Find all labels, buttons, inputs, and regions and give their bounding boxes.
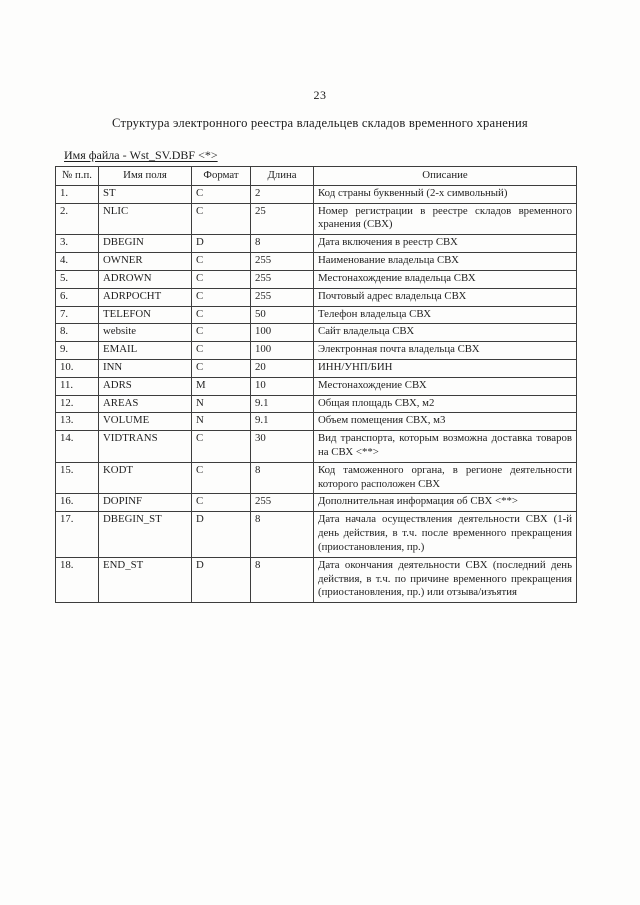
table-cell-description: Электронная почта владельца СВХ (314, 342, 577, 360)
table-cell-num: 8. (56, 324, 99, 342)
table-cell-description: Объем помещения СВХ, м3 (314, 413, 577, 431)
table-cell-format: C (192, 203, 251, 235)
table-cell-format: C (192, 494, 251, 512)
table-cell-field: EMAIL (99, 342, 192, 360)
table-cell-length: 9.1 (251, 413, 314, 431)
table-cell-length: 255 (251, 253, 314, 271)
table-cell-field: INN (99, 359, 192, 377)
table-cell-description: Дата включения в реестр СВХ (314, 235, 577, 253)
table-cell-length: 50 (251, 306, 314, 324)
table-cell-description: Телефон владельца СВХ (314, 306, 577, 324)
table-cell-description: Почтовый адрес владельца СВХ (314, 288, 577, 306)
table-cell-num: 3. (56, 235, 99, 253)
table-cell-field: TELEFON (99, 306, 192, 324)
table-row (56, 413, 577, 431)
table-cell-description: Дата начала осуществления деятельности СВХ (1-й день действия, в т.ч. после временного прекращения (приостановления, пр.) (314, 512, 577, 557)
table-cell-format: C (192, 462, 251, 494)
table-header (56, 167, 577, 186)
header-cell-description: Описание (314, 167, 577, 186)
table-cell-format: N (192, 413, 251, 431)
table-cell-num: 12. (56, 395, 99, 413)
table-cell-description: ИНН/УНП/БИН (314, 359, 577, 377)
table-cell-num: 18. (56, 557, 99, 602)
header-cell-field: Имя поля (99, 167, 192, 186)
table-cell-num: 16. (56, 494, 99, 512)
table-cell-length: 8 (251, 512, 314, 557)
table-cell-description: Дополнительная информация об СВХ <**> (314, 494, 577, 512)
table-cell-num: 2. (56, 203, 99, 235)
register-structure-table (55, 166, 577, 603)
document-title: Структура электронного реестра владельцев складов временного хранения (112, 116, 528, 130)
table-cell-num: 5. (56, 270, 99, 288)
table-cell-num: 10. (56, 359, 99, 377)
table-cell-field: ADRS (99, 377, 192, 395)
table-row (56, 342, 577, 360)
table-row (56, 462, 577, 494)
table-cell-description: Дата окончания деятельности СВХ (последний день действия, в т.ч. по причине временного прекращения (приостановления, пр.) или отзыва/изъятия (314, 557, 577, 602)
table-cell-format: C (192, 270, 251, 288)
file-name-line: Имя файла - Wst_SV.DBF <*> (64, 148, 218, 162)
table-cell-field: ADROWN (99, 270, 192, 288)
table-row (56, 185, 577, 203)
table-cell-format: D (192, 557, 251, 602)
table-cell-field: DBEGIN_ST (99, 512, 192, 557)
table-cell-format: C (192, 185, 251, 203)
table-cell-format: C (192, 288, 251, 306)
table-cell-description: Местонахождение владельца СВХ (314, 270, 577, 288)
table-cell-length: 100 (251, 324, 314, 342)
table-cell-field: DBEGIN (99, 235, 192, 253)
table-header-row (56, 167, 577, 186)
table-cell-num: 14. (56, 431, 99, 463)
table-cell-field: VIDTRANS (99, 431, 192, 463)
table-cell-length: 255 (251, 494, 314, 512)
table-cell-format: C (192, 253, 251, 271)
table-row (56, 270, 577, 288)
table-cell-num: 4. (56, 253, 99, 271)
table-cell-format: C (192, 306, 251, 324)
table-row (56, 557, 577, 602)
table-cell-format: N (192, 395, 251, 413)
table-cell-format: C (192, 324, 251, 342)
table-row (56, 324, 577, 342)
table-cell-description: Сайт владельца СВХ (314, 324, 577, 342)
table-body (56, 185, 577, 602)
table-cell-num: 7. (56, 306, 99, 324)
table-row (56, 395, 577, 413)
header-cell-length: Длина (251, 167, 314, 186)
table-cell-field: ADRPOCHT (99, 288, 192, 306)
table-row (56, 235, 577, 253)
table-cell-format: M (192, 377, 251, 395)
page-number: 23 (313, 88, 327, 102)
table-cell-field: ST (99, 185, 192, 203)
table-cell-length: 2 (251, 185, 314, 203)
table-cell-description: Вид транспорта, которым возможна доставка товаров на СВХ <**> (314, 431, 577, 463)
table-row (56, 253, 577, 271)
table-cell-length: 25 (251, 203, 314, 235)
table-cell-description: Номер регистрации в реестре складов временного хранения (СВХ) (314, 203, 577, 235)
table-row (56, 288, 577, 306)
table-cell-description: Общая площадь СВХ, м2 (314, 395, 577, 413)
table-cell-field: AREAS (99, 395, 192, 413)
table-cell-num: 15. (56, 462, 99, 494)
table-row (56, 512, 577, 557)
table-cell-num: 11. (56, 377, 99, 395)
header-cell-num: № п.п. (56, 167, 99, 186)
table-cell-format: C (192, 359, 251, 377)
table-cell-length: 255 (251, 288, 314, 306)
table-cell-num: 9. (56, 342, 99, 360)
table-cell-field: NLIC (99, 203, 192, 235)
table-cell-length: 30 (251, 431, 314, 463)
table-cell-format: D (192, 235, 251, 253)
table-row (56, 306, 577, 324)
header-cell-format: Формат (192, 167, 251, 186)
table-cell-length: 8 (251, 557, 314, 602)
table-cell-length: 10 (251, 377, 314, 395)
table-row (56, 431, 577, 463)
table-row (56, 203, 577, 235)
table-cell-description: Местонахождение СВХ (314, 377, 577, 395)
table-cell-field: KODT (99, 462, 192, 494)
table-cell-length: 20 (251, 359, 314, 377)
table-cell-field: OWNER (99, 253, 192, 271)
table-cell-length: 9.1 (251, 395, 314, 413)
table-cell-description: Наименование владельца СВХ (314, 253, 577, 271)
table-row (56, 377, 577, 395)
table-cell-num: 13. (56, 413, 99, 431)
table-cell-field: VOLUME (99, 413, 192, 431)
table-cell-length: 8 (251, 462, 314, 494)
table-cell-num: 1. (56, 185, 99, 203)
table-cell-description: Код страны буквенный (2-х символьный) (314, 185, 577, 203)
table-cell-format: D (192, 512, 251, 557)
table-cell-length: 8 (251, 235, 314, 253)
table-cell-length: 255 (251, 270, 314, 288)
table-cell-field: website (99, 324, 192, 342)
table-cell-field: END_ST (99, 557, 192, 602)
table-cell-length: 100 (251, 342, 314, 360)
table-cell-format: C (192, 342, 251, 360)
table-row (56, 494, 577, 512)
table-cell-num: 17. (56, 512, 99, 557)
table-cell-num: 6. (56, 288, 99, 306)
table-cell-field: DOPINF (99, 494, 192, 512)
table-cell-description: Код таможенного органа, в регионе деятельности которого расположен СВХ (314, 462, 577, 494)
table-row (56, 359, 577, 377)
table-cell-format: C (192, 431, 251, 463)
